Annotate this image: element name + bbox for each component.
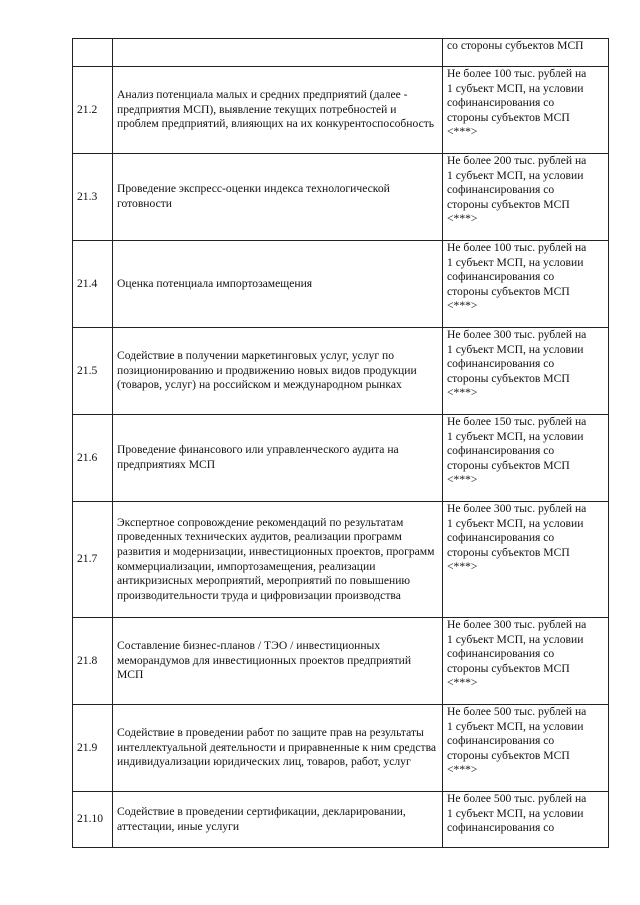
row-number: 21.4 (73, 241, 113, 328)
cost-line: софинансирования со (447, 647, 555, 661)
cost-line: софинансирования со (447, 357, 555, 371)
cost-line: софинансирования со (447, 821, 555, 835)
cost-line: 1 субъект МСП, на условии (447, 255, 584, 269)
cost-line: <***> (447, 212, 478, 226)
cost-limit (443, 618, 609, 705)
cost-line: <***> (447, 560, 478, 574)
cost-line: 1 субъект МСП, на условии (447, 429, 584, 443)
cost-line: стороны субъектов МСП (447, 748, 570, 762)
cost-line: 1 субъект МСП, на условии (447, 719, 584, 733)
table-row (73, 502, 609, 618)
table-row (73, 39, 609, 67)
services-table (72, 38, 609, 848)
cost-line: <***> (447, 473, 478, 487)
row-number: 21.6 (73, 415, 113, 502)
row-number (73, 39, 113, 67)
service-description: Экспертное сопровождение рекомендаций по результатам проведенных технических аудитов, реализации программ развития и модернизации, инвестиционных проектов, программ коммерциализации, импортозамещения, реализации антикризисных мероприятий, мероприятий по повышению производительности труда и цифровизации производства (113, 502, 443, 618)
cost-limit (443, 705, 609, 792)
row-number: 21.7 (73, 502, 113, 618)
cost-limit (443, 154, 609, 241)
cost-line: Не более 300 тыс. рублей на (447, 618, 587, 631)
row-number: 21.5 (73, 328, 113, 415)
table-row (73, 67, 609, 154)
cost-line: софинансирования со (447, 531, 555, 545)
cost-line: Не более 100 тыс. рублей на (447, 67, 587, 80)
cost-line: 1 субъект МСП, на условии (447, 516, 584, 530)
cost-line: <***> (447, 386, 478, 400)
cost-line: Не более 500 тыс. рублей на (447, 792, 587, 805)
cost-line: 1 субъект МСП, на условии (447, 168, 584, 182)
cost-line: Не более 100 тыс. рублей на (447, 241, 587, 254)
cost-line: со стороны субъектов МСП (447, 39, 584, 52)
table-row (73, 154, 609, 241)
cost-line: Не более 300 тыс. рублей на (447, 502, 587, 515)
service-description: Оценка потенциала импортозамещения (113, 241, 443, 328)
cost-line: софинансирования со (447, 734, 555, 748)
row-number: 21.9 (73, 705, 113, 792)
service-description: Содействие в получении маркетинговых услуг, услуг по позиционированию и продвижению новых видов продукции (товаров, услуг) на российском и международном рынках (113, 328, 443, 415)
cost-line: стороны субъектов МСП (447, 284, 570, 298)
cost-line: стороны субъектов МСП (447, 458, 570, 472)
table-row (73, 792, 609, 848)
cost-limit (443, 39, 609, 67)
row-number: 21.8 (73, 618, 113, 705)
cost-line: Не более 150 тыс. рублей на (447, 415, 587, 428)
cost-line: <***> (447, 125, 478, 139)
cost-line: стороны субъектов МСП (447, 545, 570, 559)
service-description (113, 39, 443, 67)
table-row (73, 415, 609, 502)
cost-limit (443, 792, 609, 848)
service-description: Проведение экспресс-оценки индекса технологической готовности (113, 154, 443, 241)
cost-line: софинансирования со (447, 270, 555, 284)
cost-line: Не более 200 тыс. рублей на (447, 154, 587, 167)
cost-line: 1 субъект МСП, на условии (447, 806, 584, 820)
cost-line: софинансирования со (447, 96, 555, 110)
cost-line: Не более 300 тыс. рублей на (447, 328, 587, 341)
service-description: Анализ потенциала малых и средних предприятий (далее - предприятия МСП), выявление текущих потребностей и проблем предприятий, влияющих на их конкурентоспособность (113, 67, 443, 154)
cost-line: 1 субъект МСП, на условии (447, 342, 584, 356)
cost-limit (443, 67, 609, 154)
cost-line: <***> (447, 299, 478, 313)
table-row (73, 241, 609, 328)
cost-line: софинансирования со (447, 183, 555, 197)
cost-line: <***> (447, 763, 478, 777)
service-description: Проведение финансового или управленческого аудита на предприятиях МСП (113, 415, 443, 502)
row-number: 21.10 (73, 792, 113, 848)
service-description: Содействие в проведении сертификации, декларировании, аттестации, иные услуги (113, 792, 443, 848)
service-description: Составление бизнес-планов / ТЭО / инвестиционных меморандумов для инвестиционных проектов предприятий МСП (113, 618, 443, 705)
cost-limit (443, 415, 609, 502)
cost-line: 1 субъект МСП, на условии (447, 81, 584, 95)
table-row (73, 705, 609, 792)
table-row (73, 618, 609, 705)
row-number: 21.3 (73, 154, 113, 241)
service-description: Содействие в проведении работ по защите прав на результаты интеллектуальной деятельности и приравненные к ним средства индивидуализации юридических лиц, товаров, работ, услуг (113, 705, 443, 792)
table-row (73, 328, 609, 415)
cost-line: стороны субъектов МСП (447, 197, 570, 211)
cost-limit (443, 502, 609, 618)
cost-limit (443, 328, 609, 415)
cost-line: Не более 500 тыс. рублей на (447, 705, 587, 718)
cost-line: 1 субъект МСП, на условии (447, 632, 584, 646)
cost-line: стороны субъектов МСП (447, 110, 570, 124)
cost-line: <***> (447, 676, 478, 690)
cost-line: стороны субъектов МСП (447, 661, 570, 675)
cost-limit (443, 241, 609, 328)
row-number: 21.2 (73, 67, 113, 154)
cost-line: софинансирования со (447, 444, 555, 458)
cost-line: стороны субъектов МСП (447, 371, 570, 385)
